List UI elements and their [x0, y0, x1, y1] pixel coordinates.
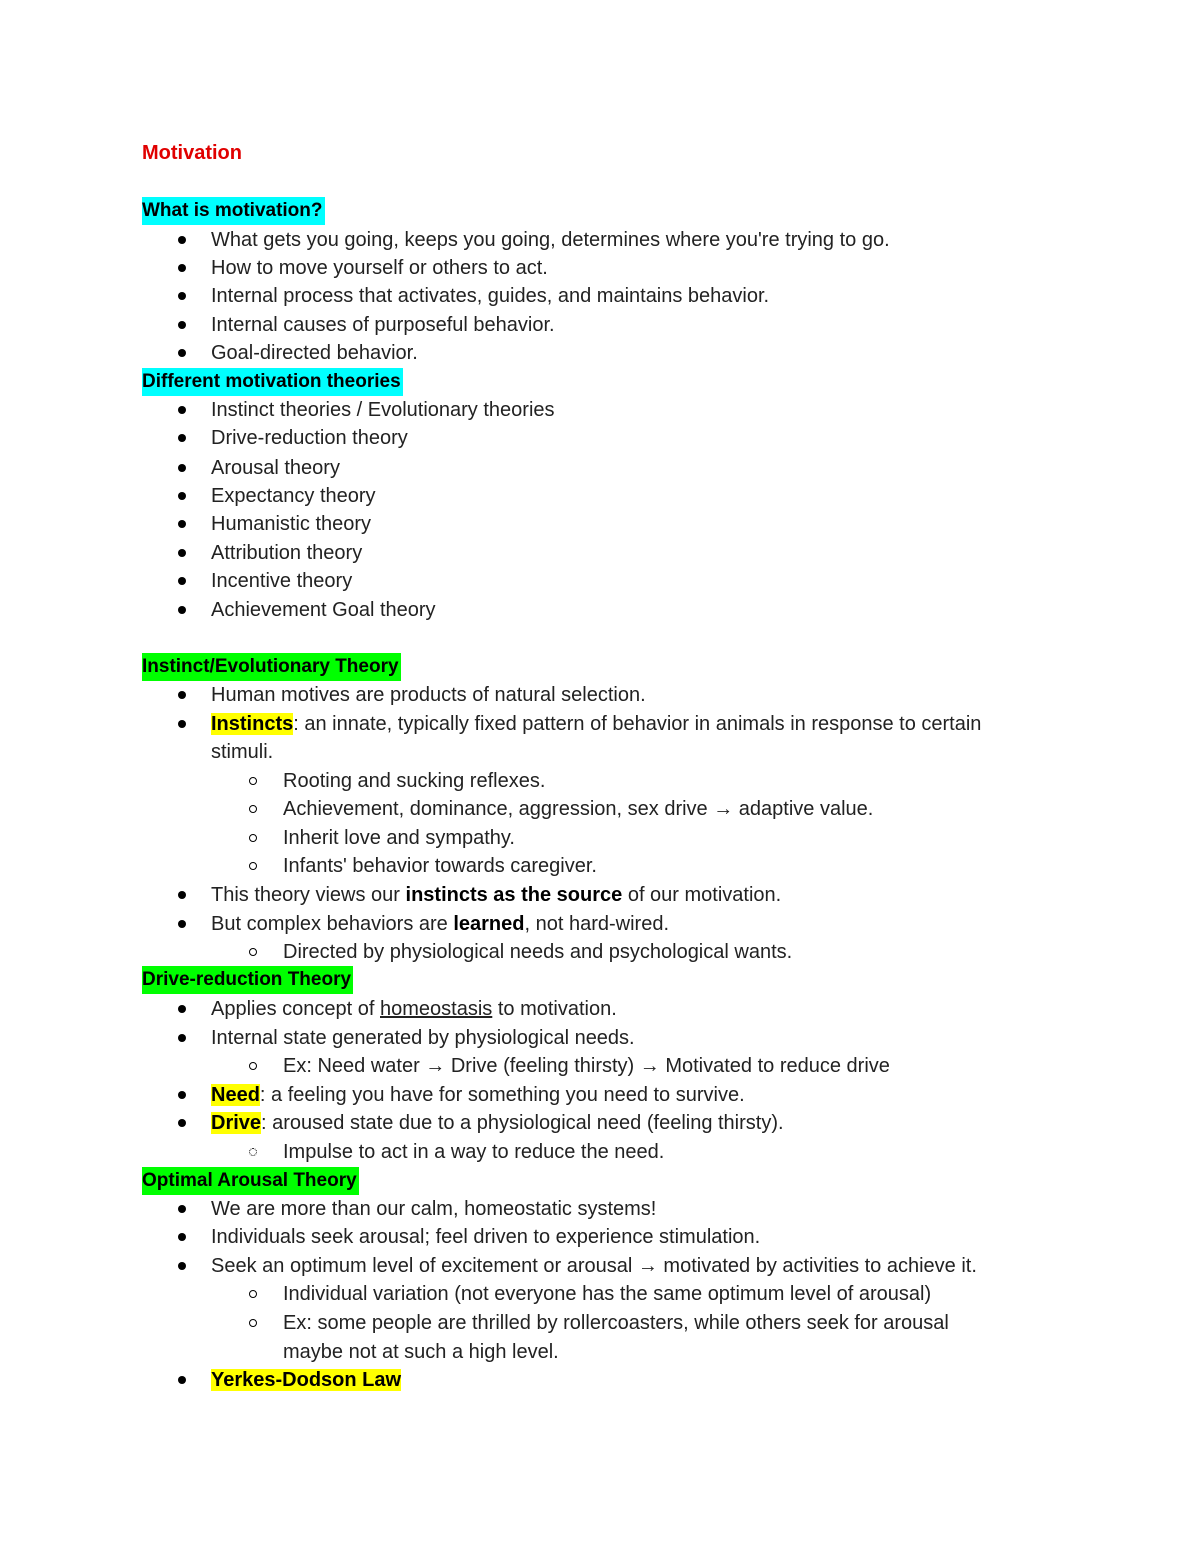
hollow-bullet-icon	[249, 777, 257, 785]
term-yerkes-dodson-law: Yerkes-Dodson Law	[211, 1369, 402, 1391]
sub-list-item	[0, 824, 1200, 852]
list-item	[0, 254, 1200, 282]
sub-list-item-text: Ex: some people are thrilled by rollercoasters, while others seek for arousal	[283, 1312, 949, 1334]
list-item-text: Expectancy theory	[211, 485, 376, 507]
list-item-text: Goal-directed behavior.	[211, 342, 418, 364]
list-item-text: stimuli.	[211, 741, 274, 763]
bullet-icon	[178, 920, 186, 928]
list-item-text	[211, 910, 669, 938]
list-item	[0, 539, 1200, 567]
list-item	[0, 482, 1200, 510]
bold-text: instincts as the source	[405, 884, 623, 906]
bullet-icon	[178, 1034, 186, 1042]
sub-list-item-text: Directed by physiological needs and psychological wants.	[283, 941, 793, 963]
term-need: Need	[211, 1084, 260, 1106]
hollow-bullet-icon	[249, 948, 257, 956]
bullet-icon	[178, 264, 186, 272]
list-item-text: Attribution theory	[211, 542, 363, 564]
hollow-bullet-icon	[249, 805, 257, 813]
term-instincts: Instincts	[211, 713, 294, 735]
definition-text: : an innate, typically fixed pattern of behavior in animals in response to certain	[293, 713, 982, 735]
list-item	[0, 567, 1200, 595]
hollow-bullet-icon	[249, 862, 257, 870]
list-item	[0, 226, 1200, 254]
list-item	[0, 396, 1200, 424]
bullet-icon	[178, 464, 186, 472]
bullet-icon	[178, 1119, 186, 1127]
bullet-icon	[178, 492, 186, 500]
sub-list-item-text: maybe not at such a high level.	[283, 1341, 559, 1363]
list-item	[0, 1081, 1200, 1109]
bullet-icon	[178, 236, 186, 244]
sub-list-item	[0, 938, 1200, 966]
list-item-text: We are more than our calm, homeostatic systems!	[211, 1198, 657, 1220]
list-item-text: Seek an optimum level of excitement or arousal → motivated by activities to achieve it.	[211, 1255, 977, 1277]
section-heading-what-is-motivation: What is motivation?	[142, 197, 325, 225]
list-item	[0, 282, 1200, 310]
sub-list-item-text: Infants' behavior towards caregiver.	[283, 855, 597, 877]
list-item-text	[211, 1366, 401, 1394]
list-item	[0, 881, 1200, 909]
list-item-text: Human motives are products of natural selection.	[211, 684, 646, 706]
hollow-bullet-icon	[249, 1319, 257, 1327]
term-drive: Drive	[211, 1112, 262, 1134]
list-item-text	[211, 995, 617, 1023]
section-heading-row	[0, 966, 1200, 994]
bullet-icon	[178, 691, 186, 699]
sub-list-item	[0, 1138, 1200, 1166]
sub-list-item-text: Impulse to act in a way to reduce the need.	[283, 1141, 665, 1163]
text-run: to motivation.	[492, 998, 617, 1020]
list-item	[0, 1366, 1200, 1394]
list-item	[0, 1223, 1200, 1251]
list-item	[0, 1195, 1200, 1223]
list-item-text: Humanistic theory	[211, 513, 372, 535]
underlined-text: homeostasis	[380, 998, 493, 1020]
bullet-icon	[178, 406, 186, 414]
definition-text: : aroused state due to a physiological need (feeling thirsty).	[261, 1112, 784, 1134]
list-item-text: Drive-reduction theory	[211, 427, 408, 449]
list-item-text: Internal process that activates, guides, and maintains behavior.	[211, 285, 770, 307]
list-item	[0, 510, 1200, 538]
sub-list-item	[0, 1309, 1200, 1337]
list-item-text: Individuals seek arousal; feel driven to experience stimulation.	[211, 1226, 761, 1248]
list-item	[0, 681, 1200, 709]
section-heading-motivation-theories: Different motivation theories	[142, 368, 403, 396]
list-item	[0, 995, 1200, 1023]
sub-list-item	[0, 852, 1200, 880]
section-heading-row	[0, 368, 1200, 396]
sub-list-item	[0, 767, 1200, 795]
sub-list-item	[0, 1280, 1200, 1308]
list-item-text	[211, 710, 981, 738]
text-run: , not hard-wired.	[524, 913, 670, 935]
list-item	[0, 910, 1200, 938]
bullet-icon	[178, 434, 186, 442]
bullet-icon	[178, 1262, 186, 1270]
list-item-text: Incentive theory	[211, 570, 353, 592]
list-item	[0, 710, 1200, 738]
bullet-icon	[178, 321, 186, 329]
list-item-continuation	[0, 738, 1200, 766]
text-run: of our motivation.	[622, 884, 782, 906]
section-heading-instinct-theory: Instinct/Evolutionary Theory	[142, 653, 401, 681]
list-item	[0, 311, 1200, 339]
text-run: This theory views our	[211, 884, 406, 906]
sub-list-item-text: Rooting and sucking reflexes.	[283, 770, 546, 792]
bold-text: learned	[453, 913, 525, 935]
list-item-text: What gets you going, keeps you going, determines where you're trying to go.	[211, 229, 890, 251]
bullet-icon	[178, 1205, 186, 1213]
list-item	[0, 1252, 1200, 1280]
list-item-text: Achievement Goal theory	[211, 599, 436, 621]
bullet-icon	[178, 1091, 186, 1099]
hollow-bullet-icon	[249, 1148, 257, 1156]
list-item	[0, 1109, 1200, 1137]
section-heading-optimal-arousal: Optimal Arousal Theory	[142, 1167, 359, 1195]
list-item-text	[211, 881, 781, 909]
list-item	[0, 1024, 1200, 1052]
bullet-icon	[178, 891, 186, 899]
bullet-icon	[178, 1005, 186, 1013]
list-item	[0, 424, 1200, 452]
bullet-icon	[178, 349, 186, 357]
bullet-icon	[178, 292, 186, 300]
bullet-icon	[178, 520, 186, 528]
list-item	[0, 454, 1200, 482]
section-heading-row	[0, 1167, 1200, 1195]
document-title: Motivation	[142, 142, 242, 164]
sub-list-item-text: Ex: Need water → Drive (feeling thirsty) → Motivated to reduce drive	[283, 1055, 890, 1077]
list-item-text: Internal state generated by physiological needs.	[211, 1027, 635, 1049]
list-item-text	[211, 1109, 784, 1137]
bullet-icon	[178, 1233, 186, 1241]
list-item-text: Arousal theory	[211, 457, 340, 479]
bullet-icon	[178, 577, 186, 585]
definition-text: : a feeling you have for something you need to survive.	[259, 1084, 745, 1106]
section-heading-row	[0, 653, 1200, 681]
bullet-icon	[178, 720, 186, 728]
bullet-icon	[178, 606, 186, 614]
section-heading-drive-reduction: Drive-reduction Theory	[142, 966, 353, 994]
sub-list-item-continuation	[0, 1338, 1200, 1366]
sub-list-item	[0, 795, 1200, 823]
hollow-bullet-icon	[249, 1062, 257, 1070]
section-heading-row	[0, 197, 1200, 225]
sub-list-item-text: Inherit love and sympathy.	[283, 827, 515, 849]
hollow-bullet-icon	[249, 834, 257, 842]
sub-list-item-text: Achievement, dominance, aggression, sex drive → adaptive value.	[283, 798, 874, 820]
bullet-icon	[178, 1376, 186, 1384]
list-item-text: Instinct theories / Evolutionary theories	[211, 399, 555, 421]
sub-list-item	[0, 1052, 1200, 1080]
sub-list-item-text: Individual variation (not everyone has the same optimum level of arousal)	[283, 1283, 932, 1305]
bullet-icon	[178, 549, 186, 557]
text-run: But complex behaviors are	[211, 913, 454, 935]
list-item	[0, 339, 1200, 367]
list-item	[0, 596, 1200, 624]
text-run: Applies concept of	[211, 998, 380, 1020]
list-item-text: How to move yourself or others to act.	[211, 257, 548, 279]
list-item-text: Internal causes of purposeful behavior.	[211, 314, 555, 336]
list-item-text	[211, 1081, 745, 1109]
hollow-bullet-icon	[249, 1290, 257, 1298]
document-title-row	[0, 139, 1200, 167]
